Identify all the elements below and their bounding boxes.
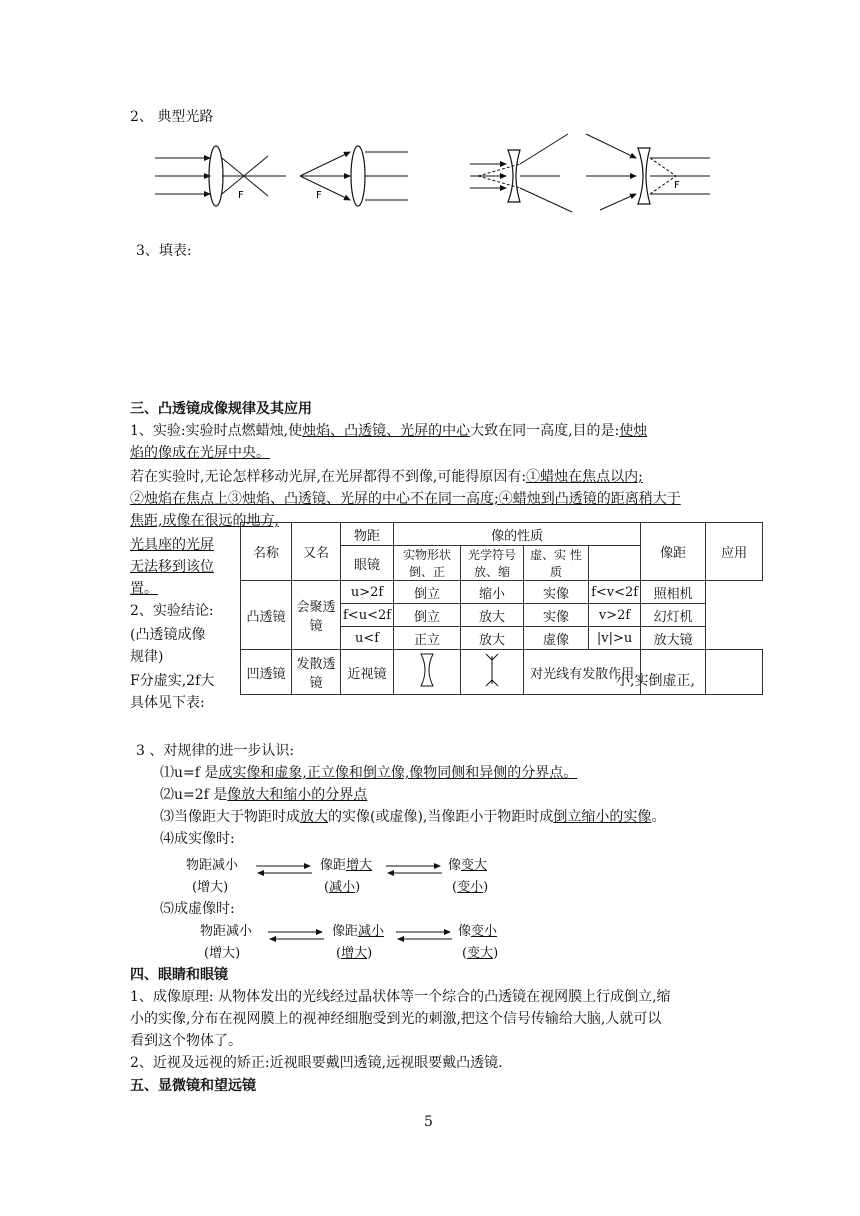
eye-principle-line-3: 看到这个物体了。 — [130, 1033, 242, 1049]
concave-nature: 对光线有发散作用 — [524, 650, 641, 695]
experiment-line-4: ②烛焰在焦点上③烛焰、凸透镜、光屏的中心不在同一高度;④蜡烛到凸透镜的距离稍大于 — [130, 491, 681, 507]
concave-diverging-diagram — [470, 134, 572, 212]
th-name: 名称 — [241, 523, 292, 581]
part4-heading: 四、眼睛和眼镜 — [130, 967, 228, 983]
th-objdist: 物距 — [341, 523, 394, 546]
part5-heading: 五、显微镜和望远镜 — [130, 1078, 256, 1094]
concave-eye: 近视镜 — [341, 650, 394, 695]
virtual-size2: (变大) — [462, 946, 499, 961]
concave-name: 凹透镜 — [241, 650, 292, 695]
table-row: 凸透镜 会聚透镜 u>2f 倒立 缩小 实像 f<v<2f 照相机 — [241, 581, 763, 604]
real-obj2: (增大) — [192, 880, 229, 895]
section3-title: 3、填表: — [136, 243, 192, 259]
convex-diverging-from-focus-diagram — [300, 146, 408, 206]
further-item-4: ⑷成实像时: — [160, 831, 235, 847]
side-text-tail: 小,实倒虚正, — [616, 673, 695, 689]
concave-symbol-icon — [461, 650, 524, 695]
experiment-line-5: 焦距,成像在很远的地方, — [130, 513, 279, 529]
virtual-arrows-2 — [394, 928, 454, 944]
further-item-1: ⑴u=f 是成实像和虚象,正立像和倒立像,像物同侧和异侧的分界点。 — [160, 765, 578, 781]
th-eye: 眼镜 — [341, 546, 394, 581]
real-img2: (减小) — [324, 880, 361, 895]
eye-principle-line-2: 小的实像,分布在视网膜上的视神经细胞受到光的刺激,把这个信号传输给大脑,人就可以 — [130, 1011, 662, 1027]
part3-heading: 三、凸透镜成像规律及其应用 — [130, 401, 312, 417]
side-text-6: 规律) — [130, 649, 164, 665]
real-size2: (变小) — [452, 880, 489, 895]
virtual-arrows-1 — [266, 928, 326, 944]
table-row: u<f 正立 放大 虚像 |v|>u 放大镜 — [241, 627, 763, 650]
eye-principle-line-1: 1、成像原理: 从物体发出的光线经过晶状体等一个综合的凸透镜在视网膜上行成倒立,缩 — [130, 989, 671, 1005]
th-imgdist: 像距 — [641, 523, 706, 581]
convex-converging-diagram — [155, 146, 286, 206]
lens-table — [240, 522, 763, 695]
real-obj: 物距减小 — [186, 858, 239, 873]
optical-path-diagrams — [0, 130, 860, 360]
side-text-5: (凸透镜成像 — [130, 627, 206, 643]
experiment-line-2: 焰的像成在光屏中央。 — [130, 445, 270, 461]
page-number: 5 — [424, 1114, 433, 1130]
th-app: 应用 — [706, 523, 763, 581]
further-item-2: ⑵u=2f 是像放大和缩小的分界点 — [160, 787, 368, 803]
side-text-8: 具体见下表: — [130, 695, 205, 711]
further-item-3: ⑶当像距大于物距时成放大的实像(或虚像),当像距小于物距时成倒立缩小的实像。 — [160, 809, 666, 825]
side-text-1: 光具座的光屏 — [130, 537, 214, 553]
th-size: 光学符号 放、缩 — [461, 546, 524, 581]
virtual-img2: (增大) — [336, 946, 373, 961]
real-size: 像变大 — [448, 858, 488, 873]
real-img: 像距增大 — [320, 858, 373, 873]
virtual-size: 像变小 — [458, 924, 498, 939]
real-arrows-1 — [254, 862, 314, 878]
table-row: f<u<2f 倒立 放大 实像 v>2f 幻灯机 — [241, 604, 763, 627]
concave-alias: 发散透镜 — [292, 650, 341, 695]
convex-alias: 会聚透镜 — [292, 581, 341, 650]
svg-text:F: F — [316, 190, 322, 201]
eye-correction: 2、近视及远视的矫正:近视眼要戴凹透镜,远视眼要戴凸透镜. — [130, 1055, 503, 1071]
th-orient: 实物形状 倒、正 — [394, 546, 461, 581]
th-props: 像的性质 — [394, 523, 641, 546]
convex-name: 凸透镜 — [241, 581, 292, 650]
svg-text:F: F — [674, 180, 680, 191]
section2-title: 2、 典型光路 — [130, 109, 214, 125]
virtual-obj: 物距减小 — [200, 924, 253, 939]
focus-label: F — [238, 190, 244, 201]
concave-shape-icon — [394, 650, 461, 695]
table-row — [241, 650, 763, 695]
further-item-5: ⑸成虚像时: — [160, 901, 235, 917]
virtual-obj2: (增大) — [204, 946, 241, 961]
th-virt: 虚、实 性质 — [524, 546, 589, 581]
side-text-7: F分虚实,2f大 — [130, 673, 215, 689]
side-text-4: 2、实验结论: — [130, 603, 214, 619]
real-arrows-2 — [384, 862, 444, 878]
concave-converging-to-focus-diagram — [586, 134, 710, 210]
experiment-line-3: 若在实验时,无论怎样移动光屏,在光屏都得不到像,可能得原因有:①蜡烛在焦点以内; — [130, 469, 643, 485]
virtual-img: 像距减小 — [332, 924, 385, 939]
side-text-3: 置。 — [130, 581, 158, 597]
side-text-2: 无法移到该位 — [130, 559, 214, 575]
th-alias: 又名 — [292, 523, 341, 581]
further-title: 3 、对规律的进一步认识: — [136, 743, 295, 759]
experiment-line-1: 1、实验:实验时点燃蜡烛,使烛焰、凸透镜、光屏的中心大致在同一高度,目的是:使烛 — [130, 423, 648, 439]
